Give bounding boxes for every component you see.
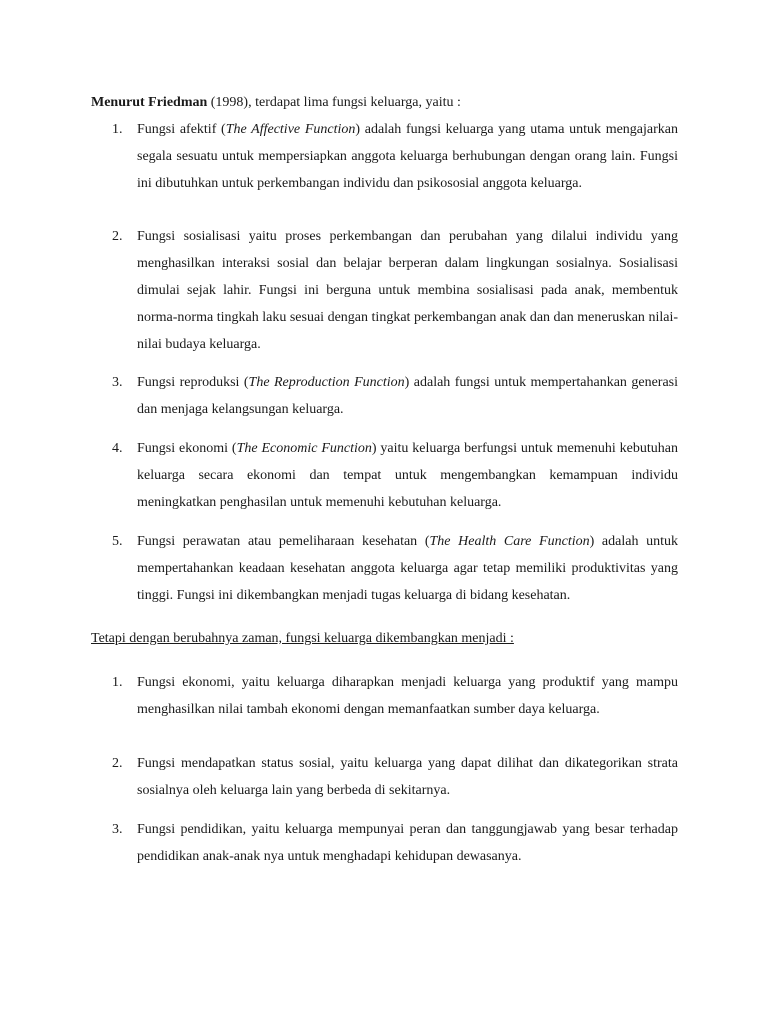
list-item-number: 5. (112, 534, 123, 549)
list-item-text: Fungsi ekonomi, yaitu keluarga diharapkan menjadi keluarga yang produktif yang mampu menghasilkan nilai tambah ekonomi dengan memanfaatkan sumber daya keluarga. (137, 675, 678, 717)
intro-text: (1998), terdapat lima fungsi keluarga, yaitu : (207, 95, 461, 110)
list-item-text: Fungsi ekonomi (The Economic Function) yaitu keluarga berfungsi untuk memenuhi kebutuhan keluarga secara ekonomi dan tempat untuk mengembangkan kemampuan individu meningkatkan penghasilan untuk memenuhi kebutuhan keluarga. (137, 441, 678, 510)
list-item-number: 3. (112, 822, 123, 837)
list-item-number: 2. (112, 756, 123, 771)
list-item-number: 1. (112, 122, 123, 137)
section-subheading: Tetapi dengan berubahnya zaman, fungsi keluarga dikembangkan menjadi : (91, 631, 514, 646)
list-item-text: Fungsi afektif (The Affective Function) adalah fungsi keluarga yang utama untuk mengajarkan segala sesuatu untuk mempersiapkan anggota keluarga berhubungan dengan orang lain. Fungsi ini dibutuhkan untuk perkembangan individu dan psikososial anggota keluarga. (137, 122, 678, 191)
list-item-number: 3. (112, 375, 123, 390)
intro-paragraph (91, 94, 691, 112)
list-item-number: 1. (112, 675, 123, 690)
list-item-number: 4. (112, 441, 123, 456)
list-item-text: Fungsi sosialisasi yaitu proses perkembangan dan perubahan yang dilalui individu yang menghasilkan interaksi sosial dan belajar berperan dalam lingkungan sosialnya. Sosialisasi dimulai sejak lahir. Fungsi ini berguna untuk membina sosialisasi pada anak, membentuk norma-norma tingkah laku sesuai dengan tingkat perkembangan anak dan dan meneruskan nilai-nilai budaya keluarga. (137, 229, 678, 352)
list-item-text: Fungsi mendapatkan status sosial, yaitu keluarga yang dapat dilihat dan dikategorikan strata sosialnya oleh keluarga lain yang berbeda di sekitarnya. (137, 756, 678, 798)
intro-author: Menurut Friedman (91, 95, 208, 110)
list-item-text: Fungsi perawatan atau pemeliharaan kesehatan (The Health Care Function) adalah untuk mempertahankan keadaan kesehatan anggota keluarga agar tetap memiliki produktivitas yang tinggi. Fungsi ini dikembangkan menjadi tugas keluarga di bidang kesehatan. (137, 534, 678, 603)
list-item-text: Fungsi reproduksi (The Reproduction Function) adalah fungsi untuk mempertahankan generasi dan menjaga kelangsungan keluarga. (137, 375, 679, 417)
list-item-text: Fungsi pendidikan, yaitu keluarga mempunyai peran dan tanggungjawab yang besar terhadap pendidikan anak-anak nya untuk menghadapi kehidupan dewasanya. (137, 822, 678, 864)
list-item-number: 2. (112, 229, 123, 244)
